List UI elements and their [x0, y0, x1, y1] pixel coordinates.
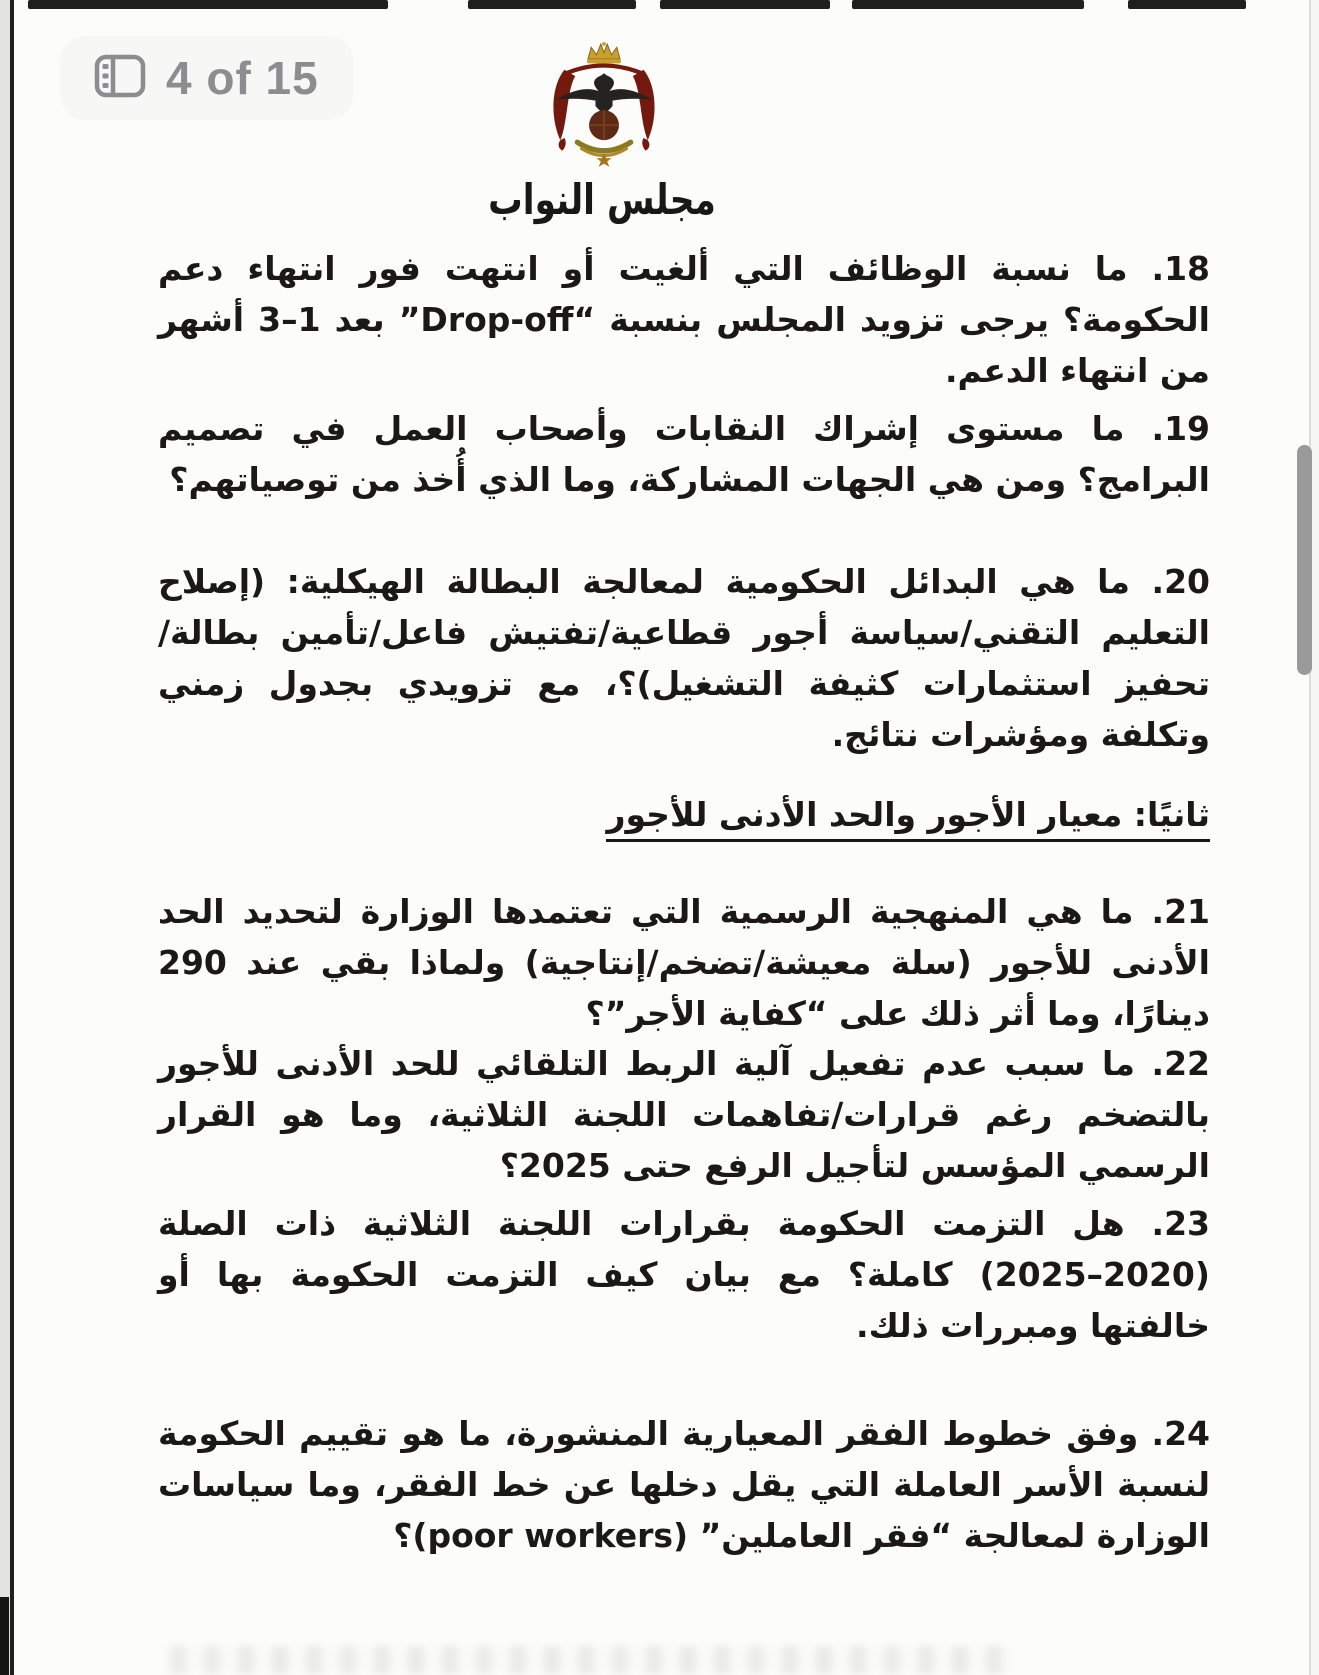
page-indicator-pill[interactable]	[60, 36, 353, 120]
scan-edge-top-dash	[1128, 0, 1246, 9]
scan-edge-left-bottom	[0, 1597, 9, 1675]
question-20: 20. ما هي البدائل الحكومية لمعالجة البطالة الهيكلية: (إصلاح التعليم التقني/سياسة أجور قطاعية/تفتيش فاعل/تأمين بطالة/تحفيز استثمارات كثيفة التشغيل)؟، مع تزويدي بجدول زمني وتكلفة ومؤشرات نتائج.	[158, 562, 1210, 754]
jordan-coat-of-arms	[534, 42, 674, 170]
section-heading: ثانيًا: معيار الأجور والحد الأدنى للأجور	[158, 789, 1210, 840]
question-24: 24. وفق خطوط الفقر المعيارية المنشورة، ما هو تقييم الحكومة لنسبة الأسر العاملة التي يقل دخلها عن خط الفقر، وما سياسات الوزارة لمعالجة “فقر العاملين” (poor workers)؟	[158, 1414, 1210, 1555]
question-22: 22. ما سبب عدم تفعيل آلية الربط التلقائي للحد الأدنى للأجور بالتضخم رغم قرارات/تفاهمات اللجنة الثلاثية، وما هو القرار الرسمي المؤسس لتأجيل الرفع حتى 2025؟	[158, 1044, 1210, 1185]
question-18: 18. ما نسبة الوظائف التي ألغيت أو انتهت فور انتهاء دعم الحكومة؟ يرجى تزويد المجلس بنسبة “Drop-off” بعد 1–3 أشهر من انتهاء الدعم.	[158, 249, 1210, 390]
page-indicator-label: 4 of 15	[166, 52, 319, 104]
sidebar-thumbnails-icon	[94, 54, 146, 102]
question-19: 19. ما مستوى إشراك النقابات وأصحاب العمل في تصميم البرامج؟ ومن هي الجهات المشاركة، وما الذي أُخذ من توصياتهم؟	[158, 409, 1210, 499]
screen-right-margin	[1311, 0, 1319, 1675]
scan-edge-top-dash	[28, 0, 388, 9]
scan-edge-top-dash	[660, 0, 830, 9]
scan-noise-bottom	[170, 1646, 1010, 1674]
scrollbar-thumb[interactable]	[1297, 445, 1312, 675]
scan-edge-right-line	[1309, 0, 1311, 1675]
org-name-calligraphy: مجلس النواب	[488, 174, 716, 224]
scan-edge-left-line	[10, 0, 14, 1675]
scan-edge-left-gray	[0, 0, 10, 1675]
scan-edge-top-dash	[852, 0, 1084, 9]
question-21: 21. ما هي المنهجية الرسمية التي تعتمدها الوزارة لتحديد الحد الأدنى للأجور (سلة معيشة/تضخم/إنتاجية) ولماذا بقي عند 290 دينارًا، وما أثر ذلك على “كفاية الأجر”؟	[158, 892, 1210, 1033]
scan-edge-top-dash	[468, 0, 636, 9]
question-23: 23. هل التزمت الحكومة بقرارات اللجنة الثلاثية ذات الصلة (2020–2025) كاملة؟ مع بيان كيف التزمت الحكومة بها أو خالفتها ومبررات ذلك.	[158, 1204, 1210, 1345]
